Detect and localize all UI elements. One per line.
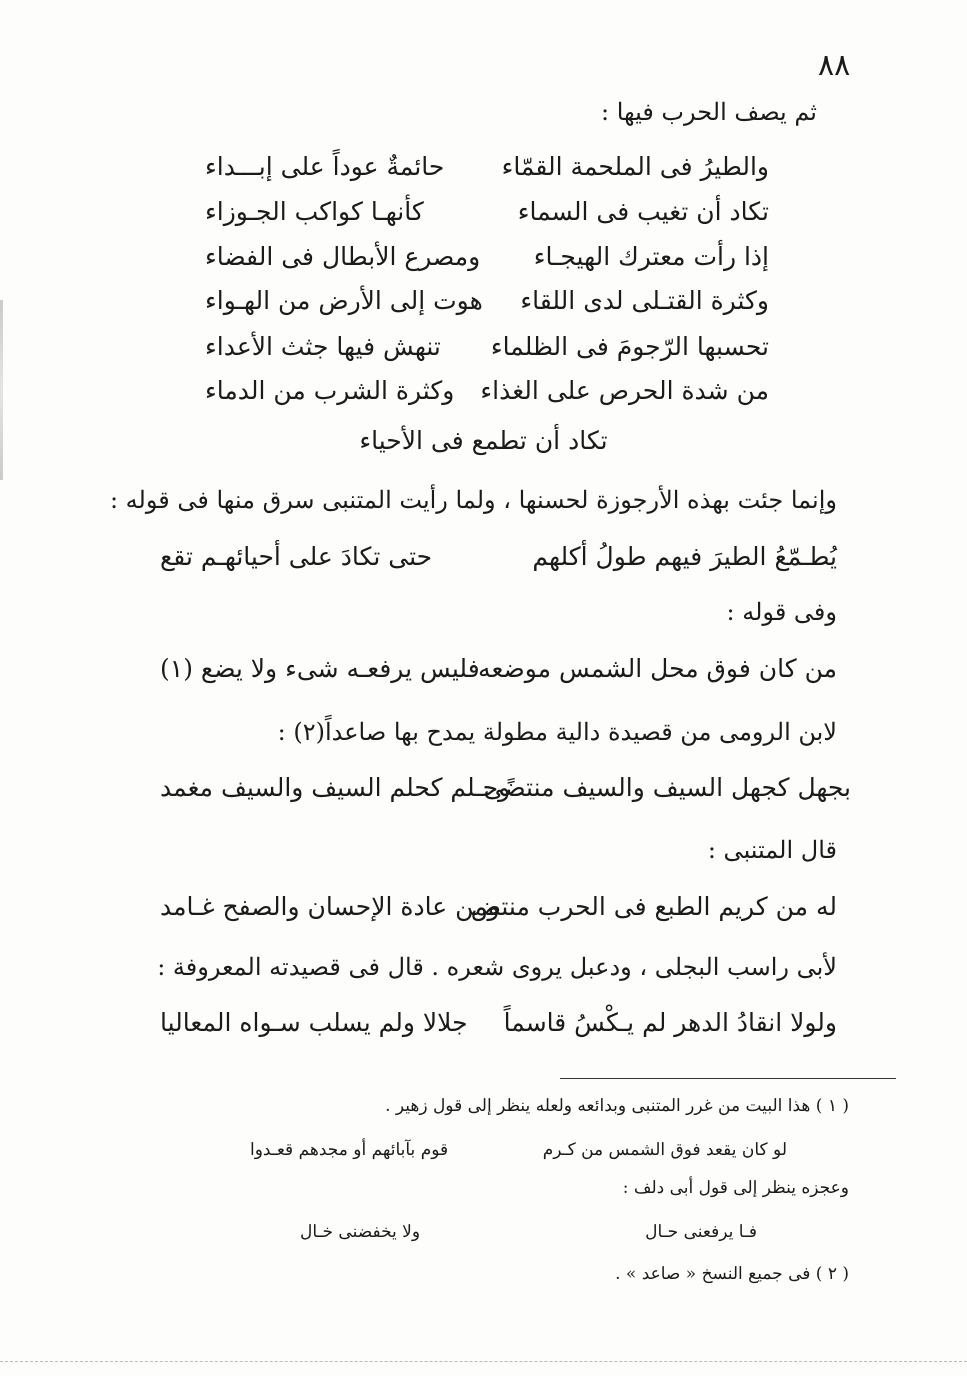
verse-hemistich: يُطـمّعُ الطيرَ فيهم طولُ أكلهم (532, 542, 837, 571)
footnote-verse: قوم بآبائهم أو مجدهم قعـدوا (250, 1140, 449, 1160)
paragraph: وإنما جئت بهذه الأرجوزة لحسنها ، ولما رأيت المتنبى سرق منها فى قوله : (109, 486, 837, 514)
footnote-separator (560, 1078, 896, 1079)
footnote-verse: لو كان يقعد فوق الشمس من كـرم (542, 1140, 787, 1160)
footnote-2: ( ٢ ) فى جميع النسخ « صاعد » . (615, 1264, 849, 1284)
verse-hemistich: من كان فوق محل الشمس موضعه (478, 654, 837, 683)
page-number: ٨٨ (818, 48, 851, 83)
verse-hemistich: حتى تكادَ على أحيائهـم تقع (160, 542, 433, 571)
verse-hemistich: ومن عادة الإحسان والصفح غـامد (160, 892, 500, 921)
poem-hemistich: تنهش فيها جثث الأعداء (205, 332, 441, 361)
poem-hemistich: كأنهـا كواكب الجـوزاء (205, 197, 424, 226)
scan-edge-bottom (0, 1361, 967, 1362)
paragraph: لأبى راسب البجلى ، ودعبل يروى شعره . قال فى قصيدته المعروفة : (157, 953, 837, 981)
poem-hemistich: هوت إلى الأرض من الهـواء (205, 286, 483, 315)
verse-hemistich: فليس يرفعـه شىء ولا يضع (١) (160, 654, 480, 683)
poem-hemistich: حائمةٌ عوداً على إبـــداء (205, 152, 445, 181)
poem-hemistich: تحسبها الرّجومَ فى الظلماء (490, 332, 769, 361)
paragraph: لابن الرومى من قصيدة دالية مطولة يمدح بها صاعداً(٢) : (277, 718, 837, 746)
verse-hemistich: بجهل كجهل السيف والسيف منتضًى (483, 773, 851, 802)
poem-hemistich: ومصرع الأبطال فى الفضاء (205, 242, 481, 271)
footnote-verse: فـا يرفعنى حـال (645, 1222, 757, 1242)
poem-hemistich: من شدة الحرص على الغذاء (480, 376, 769, 405)
verse-hemistich: وحـلم كحلم السيف والسيف مغمد (160, 773, 511, 802)
poem-hemistich: وكثرة القتـلى لدى اللقاء (520, 286, 769, 315)
poem-hemistich: وكثرة الشرب من الدماء (205, 376, 455, 405)
verse-hemistich: ولولا انقادُ الدهر لم يـكْسُ قاسماً (503, 1008, 837, 1037)
poem-hemistich: إذا رأت معترك الهيجـاء (533, 242, 769, 271)
intro-text: ثم يصف الحرب فيها : (601, 98, 817, 126)
paragraph: وفى قوله : (726, 598, 837, 626)
verse-hemistich: له من كريم الطبع فى الحرب منتض (470, 892, 837, 921)
footnote-verse: ولا يخفضنى خـال (300, 1222, 421, 1242)
verse-hemistich: جلالا ولم يسلب سـواه المعاليا (160, 1008, 468, 1037)
poem-hemistich: والطيرُ فى الملحمة القمّاء (501, 152, 769, 181)
poem-hemistich: تكاد أن تغيب فى السماء (517, 197, 769, 226)
poem-last-line: تكاد أن تطمع فى الأحياء (359, 426, 608, 455)
footnote-1: ( ١ ) هذا البيت من غرر المتنبى وبدائعه ولعله ينظر إلى قول زهير . (385, 1096, 849, 1116)
footnote-text: وعجزه ينظر إلى قول أبى دلف : (622, 1178, 849, 1198)
paragraph: قال المتنبى : (707, 836, 837, 864)
